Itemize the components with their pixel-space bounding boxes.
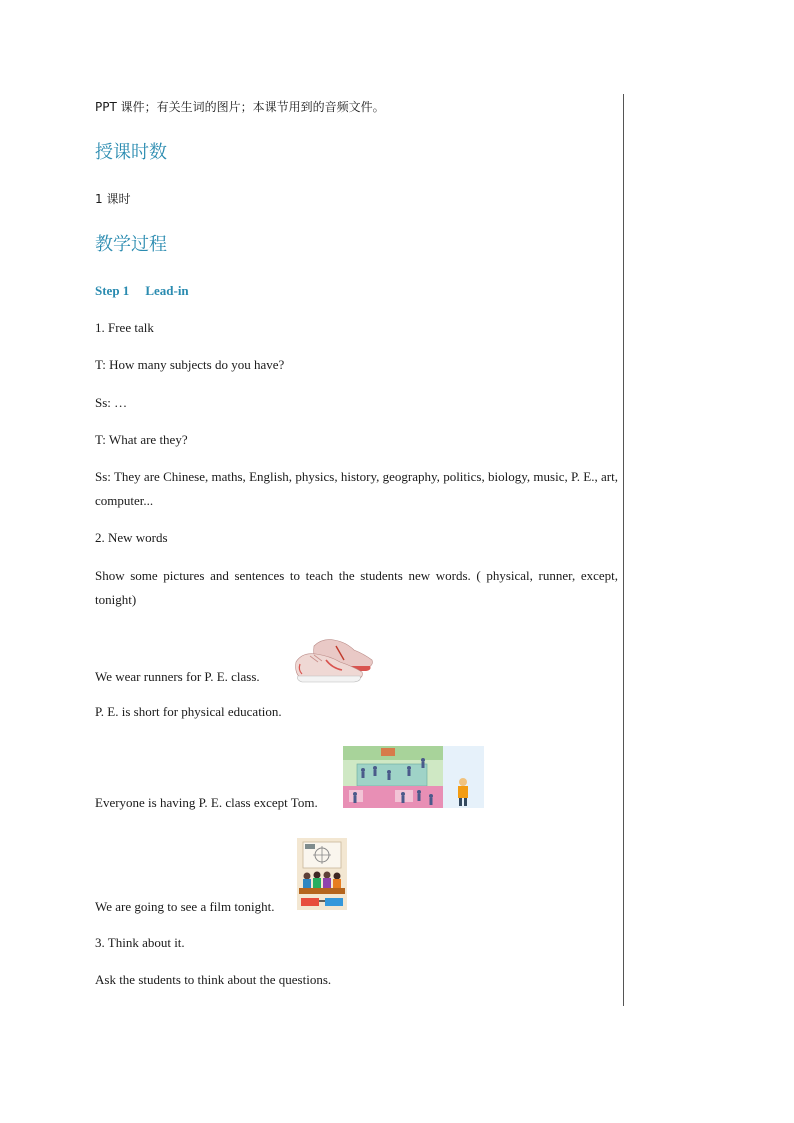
dialogue-answer: Ss: They are Chinese, maths, English, physics, history, geography, politics, biology, music, P. E., art, computer... <box>95 469 618 508</box>
dialogue-line: T: What are they? <box>95 432 188 447</box>
hours-heading: 授课时数 <box>95 142 167 163</box>
free-talk-title: 1. Free talk <box>95 320 154 335</box>
process-heading: 教学过程 <box>95 234 167 255</box>
step1-heading <box>95 282 189 300</box>
runner-shoe-image <box>292 632 376 686</box>
playground-image <box>343 746 484 808</box>
step1-title: Lead-in <box>145 283 189 298</box>
new-words-title: 2. New words <box>95 530 168 545</box>
new-words-intro: Show some pictures and sentences to teach the students new words. ( physical, runner, except, tonight) <box>95 568 618 607</box>
think-title: 3. Think about it. <box>95 935 185 950</box>
right-margin-rule <box>623 94 624 1006</box>
cinema-image <box>297 838 347 910</box>
example-sentence: P. E. is short for physical education. <box>95 704 282 719</box>
example-sentence: We are going to see a film tonight. <box>95 899 275 914</box>
dialogue-line: Ss: … <box>95 395 128 410</box>
example-sentence: We wear runners for P. E. class. <box>95 669 260 684</box>
step1-label: Step 1 <box>95 283 130 298</box>
materials-text: PPT 课件；有关生词的图片；本课节用到的音频文件。 <box>95 100 385 114</box>
dialogue-line: T: How many subjects do you have? <box>95 357 285 372</box>
think-text: Ask the students to think about the questions. <box>95 972 332 987</box>
example-sentence: Everyone is having P. E. class except Tom. <box>95 795 318 810</box>
hours-text: 1 课时 <box>95 192 131 206</box>
